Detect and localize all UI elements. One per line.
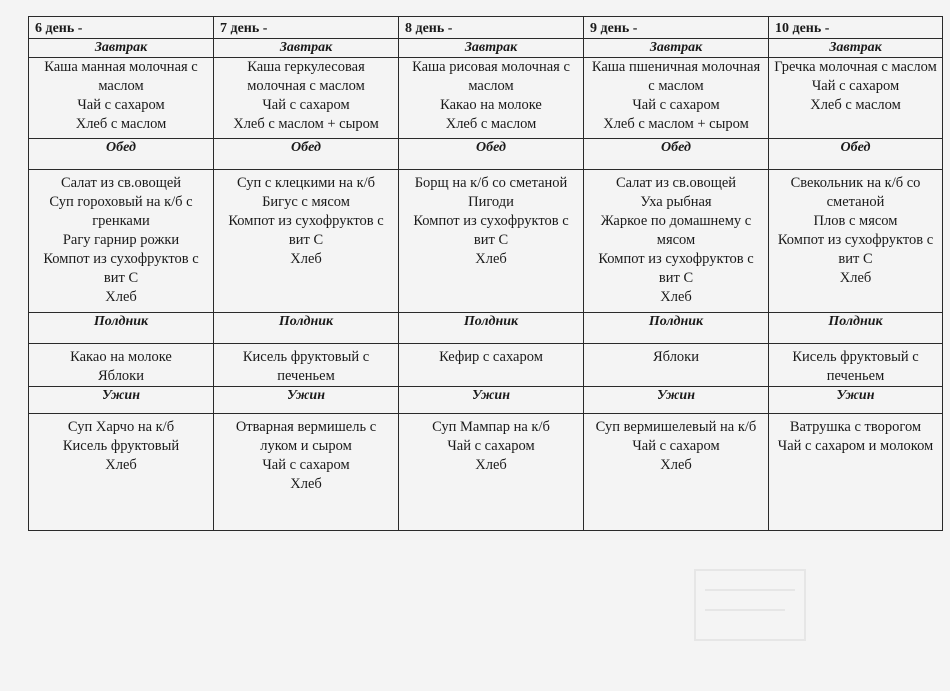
menu-item: Какао на молоке bbox=[70, 349, 172, 365]
menu-item: Каша пшеничная молочная с маслом bbox=[591, 59, 761, 94]
menu-cell-dinner bbox=[584, 414, 769, 531]
menu-item: Компот из сухофруктов с вит С bbox=[777, 232, 934, 267]
meal-title-dinner: Ужин bbox=[399, 387, 584, 414]
menu-item: Салат из св.овощей bbox=[615, 175, 737, 191]
menu-item: Кисель фруктовый с печеньем bbox=[242, 349, 370, 384]
menu-item: Чай с сахаром bbox=[447, 438, 535, 454]
menu-cell-breakfast bbox=[399, 58, 584, 139]
menu-cell-snack bbox=[29, 344, 214, 387]
meal-title-breakfast: Завтрак bbox=[399, 39, 584, 58]
menu-cell-lunch bbox=[584, 170, 769, 313]
menu-cell-dinner bbox=[29, 414, 214, 531]
menu-item: Хлеб с маслом + сыром bbox=[233, 116, 379, 132]
menu-item: Чай с сахаром bbox=[811, 78, 900, 94]
menu-item: Чай с сахаром bbox=[632, 97, 720, 113]
menu-item: Хлеб с маслом + сыром bbox=[603, 116, 749, 132]
menu-item: Кисель фруктовый bbox=[62, 438, 180, 454]
menu-item: Каша манная молочная с маслом bbox=[44, 59, 198, 94]
menu-item: Хлеб bbox=[290, 476, 322, 492]
menu-cell-breakfast bbox=[29, 58, 214, 139]
meal-title-breakfast: Завтрак bbox=[214, 39, 399, 58]
meal-title-snack: Полдник bbox=[399, 313, 584, 344]
meal-title-snack: Полдник bbox=[769, 313, 943, 344]
menu-cell-lunch bbox=[214, 170, 399, 313]
menu-item: Отварная вермишель с луком и сыром bbox=[235, 419, 377, 454]
menu-cell-breakfast bbox=[584, 58, 769, 139]
menu-cell-snack bbox=[584, 344, 769, 387]
menu-item: Компот из сухофруктов с вит С bbox=[598, 251, 754, 286]
menu-item: Каша рисовая молочная с маслом bbox=[412, 59, 570, 94]
menu-item: Чай с сахаром bbox=[632, 438, 720, 454]
menu-item: Суп гороховый на к/б с гренками bbox=[49, 194, 193, 229]
menu-item: Рагу гарнир рожки bbox=[62, 232, 180, 248]
menu-cell-breakfast bbox=[214, 58, 399, 139]
menu-item: Каша геркулесовая молочная с маслом bbox=[247, 59, 365, 94]
meal-title-breakfast: Завтрак bbox=[29, 39, 214, 58]
menu-item: Пигоди bbox=[468, 194, 514, 210]
meal-title-snack: Полдник bbox=[214, 313, 399, 344]
meal-title-dinner: Ужин bbox=[214, 387, 399, 414]
menu-item: Яблоки bbox=[653, 349, 699, 365]
menu-item: Хлеб bbox=[290, 251, 322, 267]
menu-item: Борщ на к/б со сметаной bbox=[414, 175, 568, 191]
menu-item: Кисель фруктовый с печеньем bbox=[792, 349, 919, 384]
menu-item: Хлеб bbox=[660, 457, 692, 473]
meal-title-snack: Полдник bbox=[29, 313, 214, 344]
menu-item: Ватрушка с творогом bbox=[789, 419, 922, 435]
menu-item: Гречка молочная с маслом bbox=[774, 59, 937, 75]
day-header: 10 день - bbox=[769, 17, 943, 39]
menu-item: Хлеб с маслом bbox=[445, 116, 537, 132]
menu-item: Чай с сахаром bbox=[77, 97, 165, 113]
menu-item: Бигус с мясом bbox=[262, 194, 350, 210]
menu-cell-dinner bbox=[769, 414, 943, 531]
menu-cell-lunch bbox=[29, 170, 214, 313]
menu-item: Яблоки bbox=[98, 368, 144, 384]
menu-item: Какао на молоке bbox=[440, 97, 542, 113]
menu-item: Суп вермишелевый на к/б bbox=[595, 419, 757, 435]
meal-title-lunch: Обед bbox=[29, 139, 214, 170]
menu-item: Плов с мясом bbox=[813, 213, 898, 229]
menu-item: Компот из сухофруктов с вит С bbox=[413, 213, 569, 248]
meal-title-dinner: Ужин bbox=[584, 387, 769, 414]
day-header: 8 день - bbox=[399, 17, 584, 39]
meal-title-lunch: Обед bbox=[214, 139, 399, 170]
meal-title-dinner: Ужин bbox=[29, 387, 214, 414]
meal-title-lunch: Обед bbox=[399, 139, 584, 170]
menu-item: Хлеб с маслом bbox=[810, 97, 901, 113]
menu-item: Компот из сухофруктов с вит С bbox=[228, 213, 384, 248]
menu-item: Чай с сахаром и молоком bbox=[777, 438, 934, 454]
menu-item: Хлеб bbox=[105, 289, 137, 305]
menu-item: Чай с сахаром bbox=[262, 457, 350, 473]
menu-cell-dinner bbox=[214, 414, 399, 531]
menu-item: Хлеб с маслом bbox=[75, 116, 167, 132]
menu-item: Чай с сахаром bbox=[262, 97, 350, 113]
menu-cell-lunch bbox=[769, 170, 943, 313]
menu-item: Свекольник на к/б со сметаной bbox=[790, 175, 921, 210]
menu-item: Хлеб bbox=[475, 251, 507, 267]
meal-title-lunch: Обед bbox=[769, 139, 943, 170]
menu-item: Суп Мампар на к/б bbox=[432, 419, 550, 435]
menu-item: Салат из св.овощей bbox=[60, 175, 182, 191]
menu-cell-snack bbox=[399, 344, 584, 387]
menu-cell-snack bbox=[214, 344, 399, 387]
menu-table bbox=[28, 16, 943, 531]
menu-item: Хлеб bbox=[839, 270, 872, 286]
menu-item: Суп с клецкими на к/б bbox=[236, 175, 376, 191]
meal-title-snack: Полдник bbox=[584, 313, 769, 344]
day-header: 7 день - bbox=[214, 17, 399, 39]
menu-item: Суп Харчо на к/б bbox=[67, 419, 175, 435]
menu-cell-snack bbox=[769, 344, 943, 387]
menu-cell-lunch bbox=[399, 170, 584, 313]
menu-item: Хлеб bbox=[660, 289, 692, 305]
meal-title-breakfast: Завтрак bbox=[584, 39, 769, 58]
day-header: 9 день - bbox=[584, 17, 769, 39]
faded-stamp bbox=[690, 560, 810, 650]
menu-item: Жаркое по домашнему с мясом bbox=[600, 213, 752, 248]
meal-title-lunch: Обед bbox=[584, 139, 769, 170]
menu-item: Хлеб bbox=[105, 457, 137, 473]
meal-title-dinner: Ужин bbox=[769, 387, 943, 414]
menu-cell-breakfast bbox=[769, 58, 943, 139]
menu-item: Хлеб bbox=[475, 457, 507, 473]
menu-item: Уха рыбная bbox=[640, 194, 712, 210]
day-header: 6 день - bbox=[29, 17, 214, 39]
menu-item: Компот из сухофруктов с вит С bbox=[43, 251, 199, 286]
menu-item: Кефир с сахаром bbox=[439, 349, 543, 365]
meal-title-breakfast: Завтрак bbox=[769, 39, 943, 58]
menu-cell-dinner bbox=[399, 414, 584, 531]
